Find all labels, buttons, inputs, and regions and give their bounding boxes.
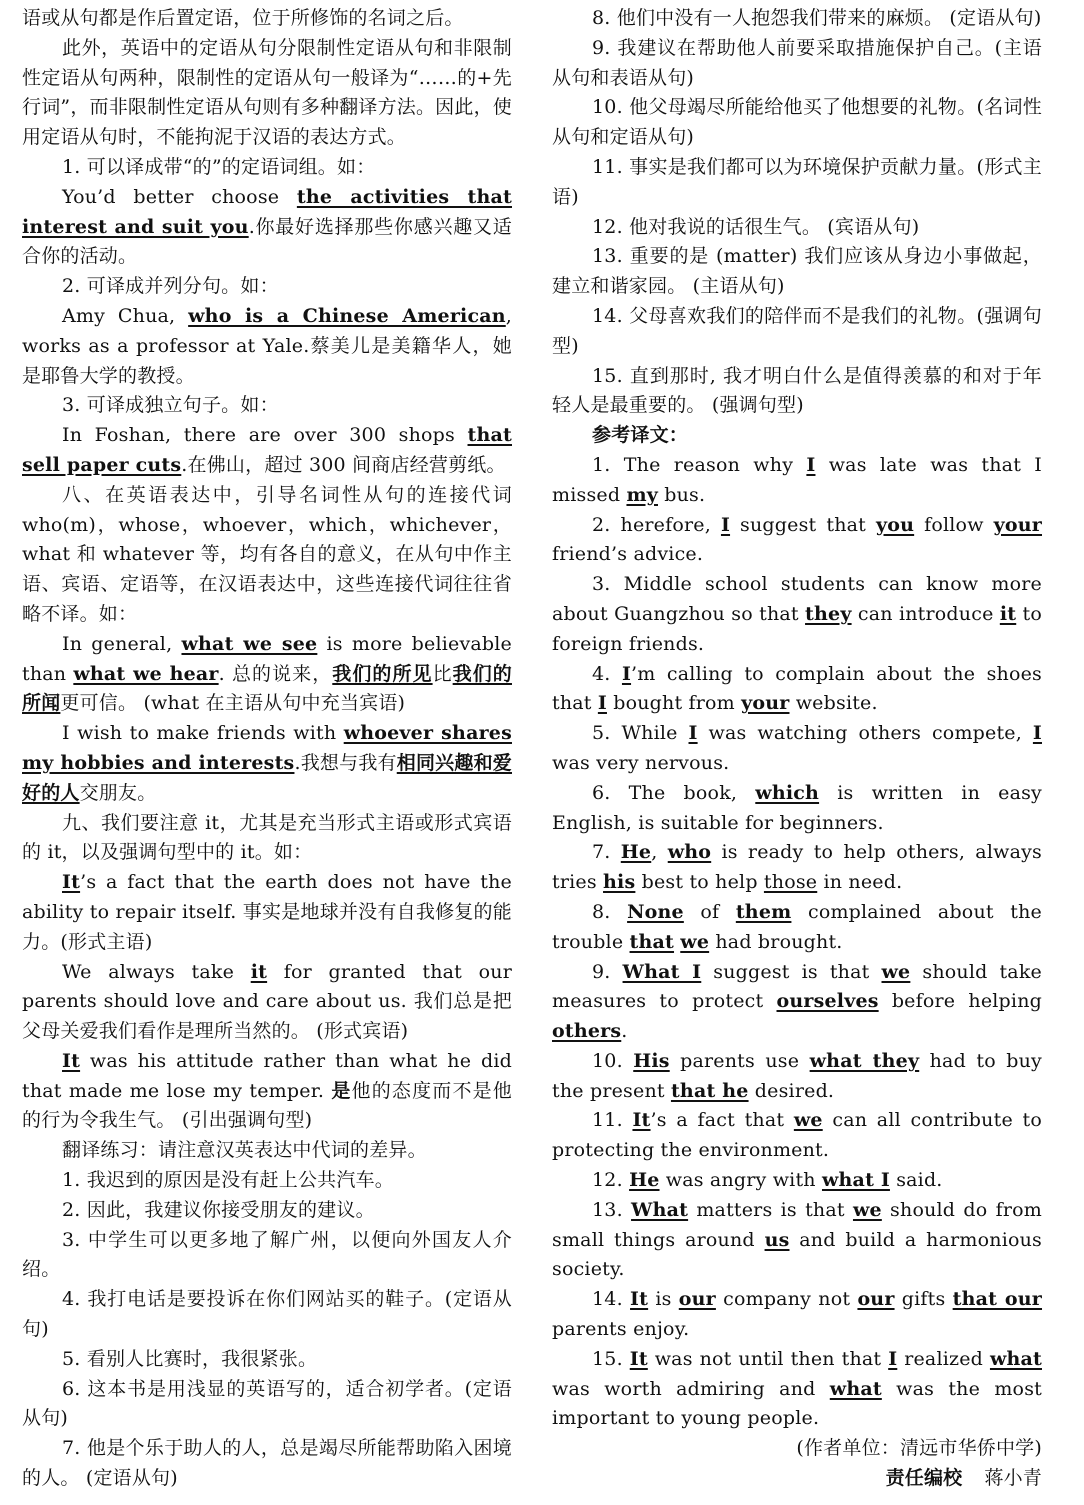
emphasis-text: it: [999, 602, 1017, 625]
text-run: said.: [889, 1169, 943, 1192]
paragraph: [22, 391, 512, 421]
paragraph: [552, 153, 1042, 213]
text-run: You’d better choose: [62, 185, 297, 208]
text-run: should take measures to protect: [552, 960, 1042, 1013]
text-run: can introduce: [851, 602, 1000, 625]
text-run: 12. 他对我说的话很生气。 (宾语从句): [592, 215, 920, 238]
emphasis-text: I: [597, 692, 607, 715]
right-column-body: [552, 4, 1042, 1434]
text-run: 4.: [592, 662, 622, 685]
underlined-emphasis: [62, 1050, 80, 1072]
editor-credit: [552, 1464, 1042, 1494]
emphasis-text: He: [620, 841, 652, 864]
underlined-emphasis: [794, 1109, 823, 1131]
underlined-emphasis: [810, 1050, 920, 1072]
text-run: before helping: [878, 990, 1042, 1013]
emphasis-text: I: [888, 1347, 898, 1370]
paragraph: [22, 1345, 512, 1375]
emphasis-text: we: [793, 1109, 823, 1132]
emphasis-text: that sell paper cuts: [22, 424, 512, 476]
emphasis-text: He: [629, 1169, 660, 1192]
paragraph: [552, 1345, 1042, 1434]
paragraph: [22, 809, 512, 869]
paragraph: [552, 719, 1042, 779]
text-run: was angry with: [659, 1169, 822, 1192]
emphasis-text: they: [805, 602, 852, 625]
emphasis-text: It: [62, 1049, 81, 1072]
paragraph: [22, 34, 512, 153]
text-run: . 总的说来，: [218, 662, 333, 685]
emphasis-text: them: [735, 900, 792, 923]
text-run: had brought.: [709, 930, 843, 953]
paragraph: [22, 1434, 512, 1494]
text-run: can all contribute to protecting the environment.: [552, 1109, 1042, 1162]
underlined-emphasis: [629, 1169, 659, 1191]
paragraph: [22, 868, 512, 957]
text-run: 八、在英语表达中，引导名词性从句的连接代词 who(m)，whose，whoever，which，whichever，what 和 whatever 等，均有各自的意义，在从句中作主语、宾语、定语等，在汉语表达中，这些连接代词往往省略不译。如：: [22, 483, 512, 625]
paragraph: [22, 1047, 512, 1136]
text-run: 11.: [592, 1109, 633, 1132]
text-run: 比: [432, 662, 453, 685]
emphasis-text: None: [627, 900, 684, 923]
underlined-emphasis: [994, 514, 1042, 536]
text-run: 6. 这本书是用浅显的英语写的，适合初学者。(定语从句): [22, 1377, 512, 1430]
underlined-emphasis: [765, 1229, 790, 1251]
text-run: 1. The reason why: [592, 453, 807, 476]
paragraph: [552, 302, 1042, 362]
text-run: ’m calling to complain about the shoes that: [552, 662, 1042, 715]
emphasis-text: what we hear: [73, 662, 219, 685]
text-run: 此外，英语中的定语从句分限制性定语从句和非限制性定语从句两种，限制性的定语从句一般译为“……的+先行词”，而非限制性定语从句则有多种翻译方法。因此，使用定语从句时，不能拘泥于汉语的表达方式。: [22, 36, 512, 149]
text-run: bought from: [606, 692, 742, 715]
text-run: was his attitude rather than what he did that made me lose my temper.: [22, 1049, 512, 1102]
emphasis-text: your: [993, 513, 1042, 536]
underlined-emphasis: [755, 782, 819, 804]
underlined-emphasis: [623, 961, 702, 983]
text-run: 13. 重要的是 (matter) 我们应该从身边小事做起，建立和谐家园。 (主语从句): [552, 245, 1042, 298]
text-run: 8.: [592, 900, 628, 923]
text-run: 11. 事实是我们都可以为环境保护贡献力量。(形式主语): [552, 155, 1042, 208]
underlined-emphasis: [630, 1348, 648, 1370]
underlined-emphasis: [552, 1020, 621, 1042]
underlined-text: those: [763, 871, 818, 894]
text-run: was watching others compete,: [697, 722, 1033, 745]
text-run: 5. While: [592, 722, 689, 745]
emphasis-text: 相同兴趣和爱好的人: [22, 751, 512, 804]
paragraph: [22, 1226, 512, 1286]
text-run: was worth admiring and: [552, 1377, 830, 1400]
paragraph: [552, 34, 1042, 94]
paragraph: [22, 421, 512, 481]
text-run: ’s a fact that: [650, 1109, 794, 1132]
underlined-emphasis: [632, 1109, 650, 1131]
underlined-emphasis: [622, 663, 631, 685]
emphasis-text: you: [876, 513, 915, 536]
underlined-emphasis: [598, 692, 607, 714]
text-run: 10.: [592, 1049, 634, 1072]
emphasis-text: who: [667, 841, 712, 864]
paragraph: [552, 779, 1042, 839]
underlined-emphasis: [251, 961, 267, 983]
text-run: 15.: [592, 1347, 630, 1370]
text-run: was late was that I missed: [552, 453, 1042, 506]
text-run: 14.: [592, 1288, 631, 1311]
emphasis-text: who is a Chinese American: [188, 304, 506, 327]
emphasis-text: I: [688, 722, 698, 745]
text-run: ,: [651, 841, 668, 864]
underlined-emphasis: [721, 514, 730, 536]
text-run: for granted that our parents should love and care about us. 我们总是把父母关爱我们看作是理所当然的。 (形式宾语): [22, 960, 513, 1043]
text-run: 交朋友。: [79, 781, 157, 804]
underlined-emphasis: [626, 484, 658, 506]
text-run: 1. 我迟到的原因是没有赶上公共汽车。: [62, 1169, 394, 1192]
emphasis-text: we: [881, 960, 911, 983]
emphasis-text: I: [621, 662, 632, 685]
underlined-emphasis: [62, 871, 80, 893]
emphasis-text: my: [626, 483, 658, 506]
text-run: parents use: [669, 1049, 810, 1072]
underlined-emphasis: [882, 961, 911, 983]
underlined-emphasis: [181, 633, 317, 655]
emphasis-text: it: [250, 960, 268, 983]
text-run: We always take: [62, 960, 251, 983]
emphasis-text: ourselves: [776, 990, 879, 1013]
emphasis-text: what they: [809, 1049, 920, 1072]
paragraph: [552, 451, 1042, 511]
text-run: 9.: [592, 960, 623, 983]
text-run: realized: [897, 1347, 990, 1370]
emphasis-text: we: [852, 1198, 882, 1221]
paragraph: [22, 1375, 512, 1435]
paragraph: [22, 481, 512, 630]
underlined-emphasis: [188, 305, 506, 327]
text-run: was very nervous.: [552, 751, 730, 774]
text-run: 13.: [592, 1198, 632, 1221]
text-run: follow: [914, 513, 994, 536]
emphasis-text: whoever shares my hobbies and interests: [22, 722, 512, 774]
emphasis-text: our: [678, 1288, 716, 1311]
text-run: 7.: [592, 841, 621, 864]
emphasis-text: It: [62, 871, 81, 894]
paragraph: [552, 958, 1042, 1047]
text-run: 10. 他父母竭尽所能给他买了他想要的礼物。(名词性从句和定语从句): [552, 96, 1042, 149]
paragraph: [22, 1166, 512, 1196]
underlined-emphasis: [830, 1378, 882, 1400]
paragraph: [552, 362, 1042, 422]
underlined-emphasis: [627, 901, 684, 923]
paragraph: [552, 838, 1042, 898]
underlined-emphasis: [1000, 603, 1016, 625]
text-run: complained about the trouble: [552, 900, 1042, 953]
underlined-emphasis: [668, 841, 711, 863]
text-run: of: [683, 900, 736, 923]
text-run: is ready to help others, always tries: [552, 841, 1042, 894]
paragraph: [22, 630, 512, 719]
text-run: 3. Middle school students can know more about Guangzhou so that: [552, 573, 1042, 625]
underlined-emphasis: [888, 1348, 897, 1370]
underlined-emphasis: [990, 1348, 1042, 1370]
paragraph: [552, 660, 1042, 720]
underlined-emphasis: [853, 1199, 882, 1221]
text-run: Amy Chua,: [62, 304, 189, 327]
underlined-emphasis: [736, 901, 792, 923]
text-run: matters is that: [688, 1198, 853, 1221]
text-run: bus.: [658, 483, 706, 506]
emphasis-text: I: [1032, 722, 1042, 745]
text-run: 5. 看别人比赛时，我很紧张。: [62, 1347, 318, 1370]
text-run: In general,: [62, 632, 182, 655]
text-run: 3. 中学生可以更多地了解广州，以便向外国友人介绍。: [22, 1228, 512, 1281]
paragraph: [552, 213, 1042, 243]
text-run: parents enjoy.: [552, 1318, 690, 1341]
emphasis-text: what: [989, 1347, 1042, 1370]
emphasis-text: 我们的所见: [332, 662, 433, 685]
text-run: I wish to make friends with: [62, 722, 344, 745]
text-run: 他的态度而不是他的行为令我生气。 (引出强调句型): [22, 1079, 512, 1132]
text-run: suggest that: [730, 513, 876, 536]
text-run: should do from small things around: [552, 1198, 1042, 1251]
underlined-emphasis: [633, 1050, 669, 1072]
bold-text: 参考译文：: [592, 424, 689, 447]
text-run: 2. 可译成并列分句。如：: [62, 275, 279, 298]
text-run: is more believable than: [22, 632, 512, 685]
emphasis-text: his: [603, 871, 636, 894]
text-run: 更可信。 (what 在主语从句中充当宾语): [60, 692, 406, 715]
text-run: 1. 可以译成带“的”的定语词组。如：: [62, 155, 376, 178]
paragraph: [552, 1196, 1042, 1285]
underlined-emphasis: [953, 1288, 1042, 1310]
paragraph: [552, 898, 1042, 958]
emphasis-text: I: [806, 453, 816, 476]
paragraph: [22, 1196, 512, 1226]
text-run: 翻译练习：请注意汉英表达中代词的差异。: [62, 1139, 427, 1162]
emphasis-text: that he: [670, 1079, 749, 1102]
paragraph: [552, 1285, 1042, 1345]
emphasis-text: that: [629, 930, 675, 953]
text-run: 7. 他是个乐于助人的人，总是竭尽所能帮助陷入困境的人。 (定语从句): [22, 1437, 512, 1490]
underlined-emphasis: [741, 692, 789, 714]
emphasis-text: what I: [821, 1169, 890, 1192]
text-run: suggest is that: [701, 960, 882, 983]
text-run: best to help: [635, 871, 764, 894]
text-run: was not until then that: [647, 1347, 889, 1370]
text-run: .在佛山，超过 300 间商店经营剪纸。: [181, 453, 506, 476]
paragraph: [552, 93, 1042, 153]
text-run: was the most important to young people.: [552, 1377, 1042, 1430]
emphasis-text: what we see: [181, 632, 318, 655]
underlined-emphasis: [680, 931, 709, 953]
editor-name: 蒋小青: [984, 1467, 1042, 1490]
text-run: 语或从句都是作后置定语，位于所修饰的名词之后。: [22, 7, 464, 29]
paragraph: [552, 242, 1042, 302]
underlined-emphasis: [777, 990, 879, 1012]
paragraph: [552, 1166, 1042, 1196]
underlined-emphasis: [621, 841, 651, 863]
text-run: gifts: [894, 1288, 953, 1311]
emphasis-text: us: [764, 1228, 790, 1251]
paragraph: [22, 153, 512, 183]
left-column: [22, 4, 512, 1505]
author-unit: (作者单位：清远市华侨中学): [796, 1437, 1042, 1460]
text-run: 九、我们要注意 it，尤其是充当形式主语或形式宾语的 it，以及强调句型中的 it。如：: [22, 811, 512, 864]
paragraph: [22, 719, 512, 808]
underlined-emphasis: [671, 1080, 749, 1102]
text-run: 3. 可译成独立句子。如：: [62, 394, 279, 417]
bold-text: 是: [331, 1079, 352, 1102]
emphasis-text: It: [630, 1288, 649, 1311]
paragraph: [22, 958, 512, 1047]
text-run: friend’s advice.: [552, 543, 704, 566]
underlined-emphasis: [332, 663, 432, 685]
paragraph: [552, 1047, 1042, 1107]
paragraph: [552, 570, 1042, 659]
text-run: , works as a professor at Yale.蔡美儿是美籍华人，她是耶鲁大学的教授。: [22, 304, 512, 387]
paragraph: [552, 4, 1042, 34]
emphasis-text: What I: [622, 960, 702, 983]
paragraph: [552, 511, 1042, 571]
underlined-emphasis: [689, 722, 698, 744]
text-run: 6. The book,: [592, 781, 756, 804]
underlined-emphasis: [630, 1288, 648, 1310]
text-run: 12.: [592, 1169, 630, 1192]
emphasis-text: the activities that interest and suit you: [22, 185, 512, 238]
text-run: 14. 父母喜欢我们的陪伴而不是我们的礼物。(强调句型): [552, 304, 1042, 357]
underlined-emphasis: [876, 514, 914, 536]
emphasis-text: others: [552, 1020, 622, 1043]
text-run: 8. 他们中没有一人抱怨我们带来的麻烦。 (定语从句): [592, 7, 1042, 29]
text-run: 2. herefore,: [592, 513, 721, 536]
text-run: website.: [789, 692, 878, 715]
underlined-emphasis: [73, 663, 218, 685]
emphasis-text: I: [720, 513, 731, 536]
text-run: desired.: [748, 1079, 835, 1102]
underlined-emphasis: [822, 1169, 890, 1191]
underlined-emphasis: [857, 1288, 894, 1310]
text-run: .: [621, 1020, 628, 1043]
emphasis-text: It: [632, 1109, 651, 1132]
paragraph: [22, 1285, 512, 1345]
text-run: to foreign friends.: [552, 602, 1042, 655]
underlined-emphasis: [603, 871, 635, 893]
text-run: 15. 直到那时, 我才明白什么是值得羡慕的和对于年轻人是最重要的。 (强调句型): [552, 364, 1042, 417]
emphasis-text: what: [829, 1377, 882, 1400]
text-run: is: [648, 1288, 679, 1311]
text-run: ’s a fact that the earth does not have the ability to repair itself. 事实是地球并没有自我修复的能力。(形式主语): [22, 871, 512, 953]
editor-label: 责任编校: [885, 1467, 963, 1490]
underlined-emphasis: [805, 603, 852, 625]
emphasis-text: your: [741, 692, 790, 715]
paragraph: [22, 1136, 512, 1166]
emphasis-text: we: [680, 930, 710, 953]
underlined-emphasis: [1033, 722, 1042, 744]
paragraph: [22, 183, 512, 272]
right-column: [552, 4, 1042, 1505]
emphasis-text: our: [857, 1288, 895, 1311]
underlined-emphasis: [679, 1288, 716, 1310]
text-run: and build a harmonious society.: [552, 1228, 1042, 1281]
emphasis-text: that our: [952, 1288, 1043, 1311]
emphasis-text: which: [755, 781, 820, 804]
paragraph: [552, 421, 1042, 451]
text-run: is written in easy English, is suitable for beginners.: [552, 781, 1042, 834]
paragraph: [22, 272, 512, 302]
emphasis-text: What: [631, 1198, 689, 1221]
text-run: company not: [715, 1288, 858, 1311]
text-run: in need.: [817, 871, 903, 894]
underlined-emphasis: [630, 931, 674, 953]
underlined-emphasis: [631, 1199, 688, 1221]
emphasis-text: His: [633, 1049, 670, 1072]
text-run: In Foshan, there are over 300 shops: [62, 424, 468, 447]
emphasis-text: It: [629, 1347, 648, 1370]
paragraph: [552, 1106, 1042, 1166]
text-run: .你最好选择那些你感兴趣又适合你的活动。: [22, 215, 512, 268]
text-run: 2. 因此，我建议你接受朋友的建议。: [62, 1198, 375, 1221]
text-run: 4. 我打电话是要投诉在你们网站买的鞋子。(定语从句): [22, 1288, 512, 1341]
text-run: .我想与我有: [294, 751, 397, 774]
text-run: 9. 我建议在帮助他人前要采取措施保护自己。(主语从句和表语从句): [552, 36, 1042, 89]
paragraph: [22, 4, 512, 34]
emphasis-text: 我们的所闻: [22, 662, 512, 715]
text-run: had to buy the present: [552, 1049, 1042, 1102]
paragraph: [22, 302, 512, 391]
